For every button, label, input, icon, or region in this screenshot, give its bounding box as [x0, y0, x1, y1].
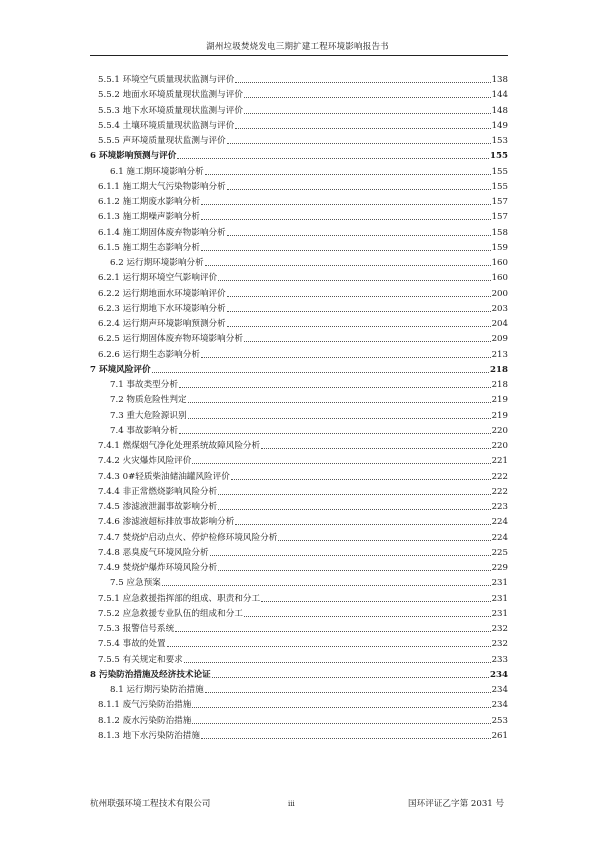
toc-entry[interactable]	[98, 652, 508, 665]
toc-entry-page: 155	[490, 151, 508, 162]
toc-entry-label: 7.4.7 焚烧炉启动点火、停炉检修环境风险分析	[98, 532, 278, 543]
toc-entry-label: 8.1.2 废水污染防治措施	[98, 715, 192, 726]
toc-entry-label: 7.5 应急预案	[110, 578, 161, 589]
toc-entry[interactable]	[98, 514, 508, 527]
toc-entry-page: 253	[491, 715, 508, 726]
toc-entry[interactable]	[110, 164, 508, 177]
toc-entry-page: 213	[491, 349, 508, 360]
toc-entry-page: 229	[491, 563, 508, 573]
toc-entry-page: 200	[491, 288, 508, 299]
footer-company: 杭州联强环境工程技术有限公司	[90, 799, 211, 809]
toc-dot-leader	[152, 372, 490, 373]
toc-entry-label: 7 环境风险评价	[90, 364, 151, 375]
toc-entry-page: 160	[491, 258, 508, 268]
toc-entry[interactable]	[98, 606, 508, 619]
toc-entry-label: 5.5.1 环境空气质量现状监测与评价	[98, 75, 235, 85]
toc-entry[interactable]	[98, 591, 508, 604]
toc-entry-label: 5.5.4 土壤环境质量现状监测与评价	[98, 120, 235, 131]
toc-dot-leader	[167, 646, 491, 647]
toc-entry-label: 7.4.6 渗滤液超标排放事故影响分析	[98, 517, 235, 528]
toc-entry[interactable]	[98, 194, 508, 207]
toc-entry-label: 7.3 重大危险源识别	[110, 410, 187, 421]
toc-entry[interactable]	[98, 270, 508, 283]
toc-entry[interactable]	[98, 331, 508, 344]
toc-entry-label: 5.5.3 地下水环境质量现状监测与评价	[98, 105, 243, 116]
header-divider	[90, 55, 508, 56]
toc-entry-page: 153	[491, 136, 508, 146]
toc-entry-page: 148	[491, 105, 508, 116]
toc-entry-label: 5.5.2 地面水环境质量现状监测与评价	[98, 90, 243, 101]
toc-dot-leader	[235, 524, 490, 525]
toc-entry-label: 6.1.5 施工期生态影响分析	[98, 242, 200, 253]
toc-entry[interactable]	[98, 118, 508, 131]
toc-entry[interactable]	[98, 301, 508, 314]
toc-dot-leader	[261, 448, 490, 449]
toc-entry-label: 6.2.2 运行期地面水环境影响评价	[98, 288, 226, 299]
toc-dot-leader	[201, 738, 491, 739]
toc-entry-page: 231	[491, 593, 508, 604]
toc-entry-label: 8.1.1 废气污染防治措施	[98, 700, 192, 711]
toc-entry-page: 234	[490, 669, 508, 680]
toc-dot-leader	[244, 97, 491, 98]
toc-entry-page: 144	[491, 90, 508, 101]
toc-entry-page: 149	[491, 120, 508, 131]
toc-entry-page: 234	[491, 700, 508, 711]
toc-entry[interactable]	[110, 255, 508, 268]
toc-entry-label: 5.5.5 声环境质量现状监测与评价	[98, 136, 226, 146]
toc-entry[interactable]	[98, 209, 508, 222]
toc-entry-page: 220	[491, 441, 508, 451]
toc-entry[interactable]	[98, 469, 508, 482]
toc-entry-page: 224	[491, 532, 508, 543]
toc-dot-leader	[201, 250, 491, 251]
toc-entry-page: 204	[491, 319, 508, 329]
toc-dot-leader	[227, 189, 491, 190]
toc-entry-page: 157	[491, 197, 508, 207]
toc-entry-page: 159	[491, 242, 508, 253]
toc-entry-page: 232	[491, 624, 508, 634]
toc-entry-page: 155	[491, 181, 508, 192]
toc-entry-page: 232	[491, 639, 508, 650]
toc-entry-label: 8.1.3 地下水污染防治措施	[98, 730, 200, 741]
toc-entry-page: 225	[491, 547, 508, 558]
running-header: 湖州垃圾焚烧发电三期扩建工程环境影响报告书	[206, 42, 389, 52]
toc-dot-leader	[227, 296, 491, 297]
toc-entry-page: 219	[491, 395, 508, 406]
footer-certificate: 国环评证乙字第 2031 号	[408, 799, 505, 809]
toc-dot-leader	[218, 280, 490, 281]
toc-dot-leader	[244, 341, 491, 342]
toc-dot-leader	[227, 326, 491, 327]
toc-dot-leader	[192, 723, 490, 724]
toc-dot-leader	[175, 631, 490, 632]
toc-entry-page: 203	[491, 303, 508, 314]
toc-entry-label: 7.5.5 有关规定和要求	[98, 654, 183, 665]
toc-entry-label: 6.2 运行期环境影响分析	[110, 258, 204, 268]
toc-entry-page: 209	[491, 334, 508, 345]
toc-entry-label: 6.1.3 施工期噪声影响分析	[98, 212, 200, 223]
toc-dot-leader	[177, 158, 489, 159]
toc-entry[interactable]	[98, 286, 508, 299]
toc-entry-page: 138	[491, 75, 508, 85]
toc-dot-leader	[227, 143, 491, 144]
toc-dot-leader	[184, 662, 491, 663]
toc-entry-page: 231	[491, 608, 508, 619]
toc-dot-leader	[235, 82, 490, 83]
toc-dot-leader	[179, 387, 491, 388]
toc-entry-label: 8 污染防治措施及经济技术论证	[90, 669, 211, 680]
toc-dot-leader	[210, 555, 491, 556]
toc-entry[interactable]	[98, 316, 508, 329]
toc-dot-leader	[192, 463, 490, 464]
toc-entry[interactable]	[110, 682, 508, 695]
toc-entry[interactable]	[98, 530, 508, 543]
toc-dot-leader	[231, 479, 491, 480]
toc-entry[interactable]	[98, 347, 508, 360]
toc-entry-label: 7.4.9 焚烧炉爆炸环境风险分析	[98, 563, 218, 573]
toc-entry[interactable]	[98, 728, 508, 741]
toc-entry-label: 8.1 运行期污染防治措施	[110, 685, 204, 695]
toc-entry[interactable]	[98, 240, 508, 253]
toc-dot-leader	[227, 235, 491, 236]
toc-entry-page: 234	[491, 685, 508, 695]
toc-entry[interactable]	[98, 179, 508, 192]
toc-dot-leader	[162, 585, 491, 586]
toc-dot-leader	[218, 570, 490, 571]
toc-entry[interactable]	[98, 484, 508, 497]
toc-dot-leader	[201, 219, 491, 220]
toc-entry-page: 222	[491, 471, 508, 482]
toc-entry[interactable]	[98, 453, 508, 466]
toc-entry-label: 6.1.1 施工期大气污染物影响分析	[98, 181, 226, 192]
toc-dot-leader	[227, 311, 491, 312]
toc-entry-page: 220	[491, 425, 508, 436]
toc-dot-leader	[192, 707, 490, 708]
toc-entry-page: 218	[490, 364, 508, 375]
toc-entry-page: 221	[491, 456, 508, 467]
toc-entry-page: 157	[491, 212, 508, 223]
toc-entry[interactable]	[90, 148, 508, 161]
toc-entry[interactable]	[110, 423, 508, 436]
toc-entry[interactable]	[110, 392, 508, 405]
toc-entry[interactable]	[110, 575, 508, 588]
toc-entry-label: 6.1.4 施工期固体废弃物影响分析	[98, 227, 226, 238]
toc-entry[interactable]	[98, 225, 508, 238]
toc-entry-page: 158	[491, 227, 508, 238]
toc-entry-label: 7.4.2 火灾爆炸风险评价	[98, 456, 192, 467]
toc-entry-label: 7.4.4 非正常燃烧影响风险分析	[98, 486, 218, 497]
toc-entry-page: 222	[491, 486, 508, 497]
toc-dot-leader	[205, 265, 491, 266]
toc-dot-leader	[244, 616, 491, 617]
toc-entry-page: 224	[491, 517, 508, 528]
toc-entry[interactable]	[90, 362, 508, 375]
toc-entry[interactable]	[98, 438, 508, 451]
toc-entry[interactable]	[98, 621, 508, 634]
toc-entry-label: 7.2 物质危险性判定	[110, 395, 187, 406]
footer-page-number: iii	[288, 800, 295, 808]
toc-entry-label: 7.4 事故影响分析	[110, 425, 178, 436]
toc-entry[interactable]	[98, 87, 508, 100]
toc-entry-page: 155	[491, 166, 508, 177]
toc-dot-leader	[218, 509, 490, 510]
toc-dot-leader	[205, 174, 491, 175]
toc-dot-leader	[201, 204, 491, 205]
toc-entry-label: 7.4.8 恶臭废气环境风险分析	[98, 547, 209, 558]
toc-entry-page: 218	[491, 380, 508, 390]
toc-entry[interactable]	[98, 133, 508, 146]
toc-dot-leader	[188, 402, 491, 403]
toc-entry[interactable]	[98, 713, 508, 726]
toc-entry-label: 7.1 事故类型分析	[110, 380, 178, 390]
toc-entry-label: 7.5.2 应急救援专业队伍的组成和分工	[98, 608, 243, 619]
toc-entry-label: 6.2.6 运行期生态影响分析	[98, 349, 200, 360]
toc-entry[interactable]	[98, 545, 508, 558]
toc-dot-leader	[188, 418, 491, 419]
toc-entry-page: 219	[491, 410, 508, 421]
toc-entry-label: 7.5.4 事故的处置	[98, 639, 166, 650]
toc-dot-leader	[278, 540, 490, 541]
toc-entry-label: 6.2.5 运行期固体废弃物环境影响分析	[98, 334, 243, 345]
toc-entry[interactable]	[110, 408, 508, 421]
toc-entry[interactable]	[110, 377, 508, 390]
toc-dot-leader	[212, 677, 489, 678]
toc-entry-label: 7.5.3 报警信号系统	[98, 624, 175, 634]
toc-entry-label: 7.4.5 渗滤液泄漏事故影响分析	[98, 502, 218, 512]
toc-entry[interactable]	[90, 667, 508, 680]
toc-entry-page: 160	[491, 273, 508, 284]
toc-entry-label: 7.5.1 应急救援指挥部的组成、职责和分工	[98, 593, 261, 604]
toc-entry-label: 6.1.2 施工期废水影响分析	[98, 197, 200, 207]
toc-entry-label: 6.2.4 运行期声环境影响预测分析	[98, 319, 226, 329]
toc-dot-leader	[205, 692, 491, 693]
toc-dot-leader	[201, 357, 491, 358]
toc-dot-leader	[235, 128, 490, 129]
toc-entry-label: 6.2.3 运行期地下水环境影响分析	[98, 303, 226, 314]
toc-entry[interactable]	[98, 697, 508, 710]
toc-entry-page: 233	[491, 654, 508, 665]
toc-entry-page: 231	[491, 578, 508, 589]
toc-entry[interactable]	[98, 499, 508, 512]
toc-entry[interactable]	[98, 560, 508, 573]
toc-entry[interactable]	[98, 72, 508, 85]
toc-entry-label: 7.4.3 0#轻质柴油储油罐风险评价	[98, 471, 230, 482]
toc-dot-leader	[218, 494, 490, 495]
toc-dot-leader	[179, 433, 491, 434]
toc-entry-page: 223	[491, 502, 508, 512]
toc-entry-label: 6.2.1 运行期环境空气影响评价	[98, 273, 218, 284]
toc-entry[interactable]	[98, 103, 508, 116]
toc-entry-page: 261	[491, 730, 508, 741]
toc-dot-leader	[261, 601, 490, 602]
toc-dot-leader	[244, 113, 491, 114]
toc-entry-label: 6.1 施工期环境影响分析	[110, 166, 204, 177]
toc-entry-label: 7.4.1 燃煤烟气净化处理系统故障风险分析	[98, 441, 261, 451]
toc-entry-label: 6 环境影响预测与评价	[90, 151, 177, 162]
toc-entry[interactable]	[98, 636, 508, 649]
